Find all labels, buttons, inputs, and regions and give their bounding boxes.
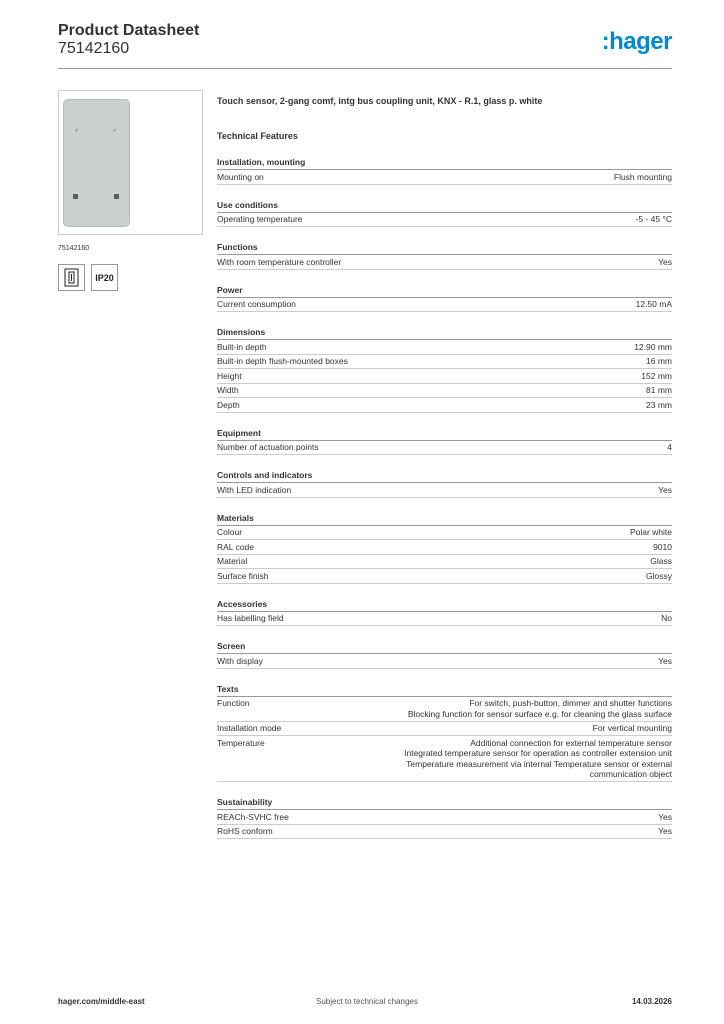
spec-value: 152 mm [641,370,672,381]
spec-row [217,526,672,541]
product-image [58,90,203,235]
spec-row [217,384,672,399]
spec-value: Yes [658,655,672,666]
spec-row [217,441,672,456]
spec-row [217,340,672,355]
spec-row [217,355,672,370]
spec-section [217,598,672,627]
spec-label: Function [217,698,250,708]
spec-label: With display [217,655,263,666]
section-title: Equipment [217,427,672,441]
spec-label: Temperature [217,737,265,748]
page-title: Product Datasheet [58,22,200,39]
spec-section [217,241,672,270]
spec-label: Built-in depth [217,341,267,352]
spec-section [217,156,672,185]
footer-date: 14.03.2026 [631,997,672,1006]
spec-section [217,683,672,783]
led-indicator [73,194,78,199]
spec-row [217,555,672,570]
spec-row [217,369,672,384]
spec-sections [217,156,672,839]
spec-label: Built-in depth flush-mounted boxes [217,356,348,366]
section-title: Screen [217,640,672,654]
ip-rating-badge: IP20 [91,264,118,291]
spec-value: 81 mm [646,385,672,395]
spec-value: 23 mm [646,399,672,410]
footer-disclaimer: Subject to technical changes [316,997,418,1006]
spec-row [217,736,672,782]
header-divider [58,68,672,69]
spec-value: Glossy [646,570,672,581]
spec-value: Polar white [629,527,672,537]
spec-row [217,298,672,313]
spec-label: Colour [217,527,243,537]
spec-value [408,698,672,719]
spec-label: Installation mode [217,723,282,733]
section-title: Installation, mounting [217,156,672,170]
article-number: 75142160 [58,40,130,57]
spec-label: With LED indication [217,484,292,495]
product-panel [58,90,203,291]
main-content [217,95,672,839]
section-title: Power [217,284,672,298]
section-title: Sustainability [217,796,672,810]
spec-section [217,427,672,456]
spec-section [217,640,672,669]
touch-sensor-image [63,99,130,227]
spec-label: Operating temperature [217,214,303,224]
section-title: Functions [217,241,672,255]
spec-row [217,170,672,185]
spec-value-line: Blocking function for sensor surface e.g. for cleaning the glass surface [407,708,672,719]
spec-value: -5 - 45 °C [635,214,672,224]
section-title: Texts [217,683,672,697]
spec-row [217,540,672,555]
flush-mount-icon [58,264,85,291]
spec-row [217,612,672,627]
product-description: Touch sensor, 2-gang comf, intg bus coupling unit, KNX - R.1, glass p. white [217,96,543,106]
spec-label: Has labelling field [217,613,284,623]
spec-row [217,398,672,413]
footer-website-link[interactable]: hager.com/middle-east [58,997,145,1006]
spec-row [217,697,672,722]
section-title: Dimensions [217,326,672,340]
spec-value: 12.90 mm [634,341,672,352]
spec-value: Yes [658,811,672,822]
spec-row [217,825,672,840]
spec-value-line: For switch, push-button, dimmer and shutter functions [469,698,672,708]
spec-label: REACh-SVHC free [217,811,289,822]
spec-section [217,512,672,584]
spec-value: Yes [658,484,672,495]
spec-row [217,569,672,584]
spec-value [367,738,672,780]
spec-row [217,255,672,270]
spec-row [217,213,672,228]
spec-value: Glass [650,556,672,566]
badge-row [58,264,203,291]
section-title: Accessories [217,598,672,612]
spec-section [217,284,672,313]
image-caption: 75142160 [58,245,90,252]
arrow-up-icon: ⇗ [112,128,117,134]
spec-value: 16 mm [646,356,672,366]
spec-label: Material [217,556,248,566]
spec-label: Height [217,370,242,381]
spec-label: RoHS conform [217,826,273,836]
flush-mount-icon-svg [64,268,79,287]
spec-row [217,722,672,737]
spec-label: With room temperature controller [217,256,342,267]
spec-section [217,796,672,839]
spec-row [217,483,672,498]
led-indicator [114,194,119,199]
spec-label: Current consumption [217,299,296,309]
hager-logo[interactable]: :hager [601,28,672,55]
spec-value: 9010 [653,541,672,552]
section-title: Use conditions [217,199,672,213]
spec-label: RAL code [217,541,255,552]
arrow-up-icon: ⇗ [74,128,79,134]
spec-value-line: Integrated temperature sensor for operation as controller extension unit [404,748,672,758]
spec-value: No [661,613,672,623]
spec-value: Yes [658,256,672,267]
spec-value-line: Additional connection for external temperature sensor [470,737,672,748]
spec-label: Depth [217,399,240,410]
section-title: Controls and indicators [217,469,672,483]
page-header [58,22,672,70]
spec-section [217,326,672,413]
spec-value: For vertical mounting [592,723,672,733]
spec-value-line: Temperature measurement via internal Temperature sensor or external communication object [406,758,672,779]
spec-section [217,469,672,498]
spec-label: Number of actuation points [217,442,319,452]
spec-label: Width [217,385,239,395]
spec-section [217,199,672,228]
spec-label: Surface finish [217,570,269,581]
technical-features-heading: Technical Features [217,131,298,141]
spec-label: Mounting on [217,171,264,182]
spec-row [217,654,672,669]
spec-value: 4 [667,442,672,452]
spec-value: Yes [658,826,672,836]
spec-value: Flush mounting [613,171,672,182]
section-title: Materials [217,512,672,526]
spec-value: 12.50 mA [635,299,672,309]
spec-row [217,810,672,825]
